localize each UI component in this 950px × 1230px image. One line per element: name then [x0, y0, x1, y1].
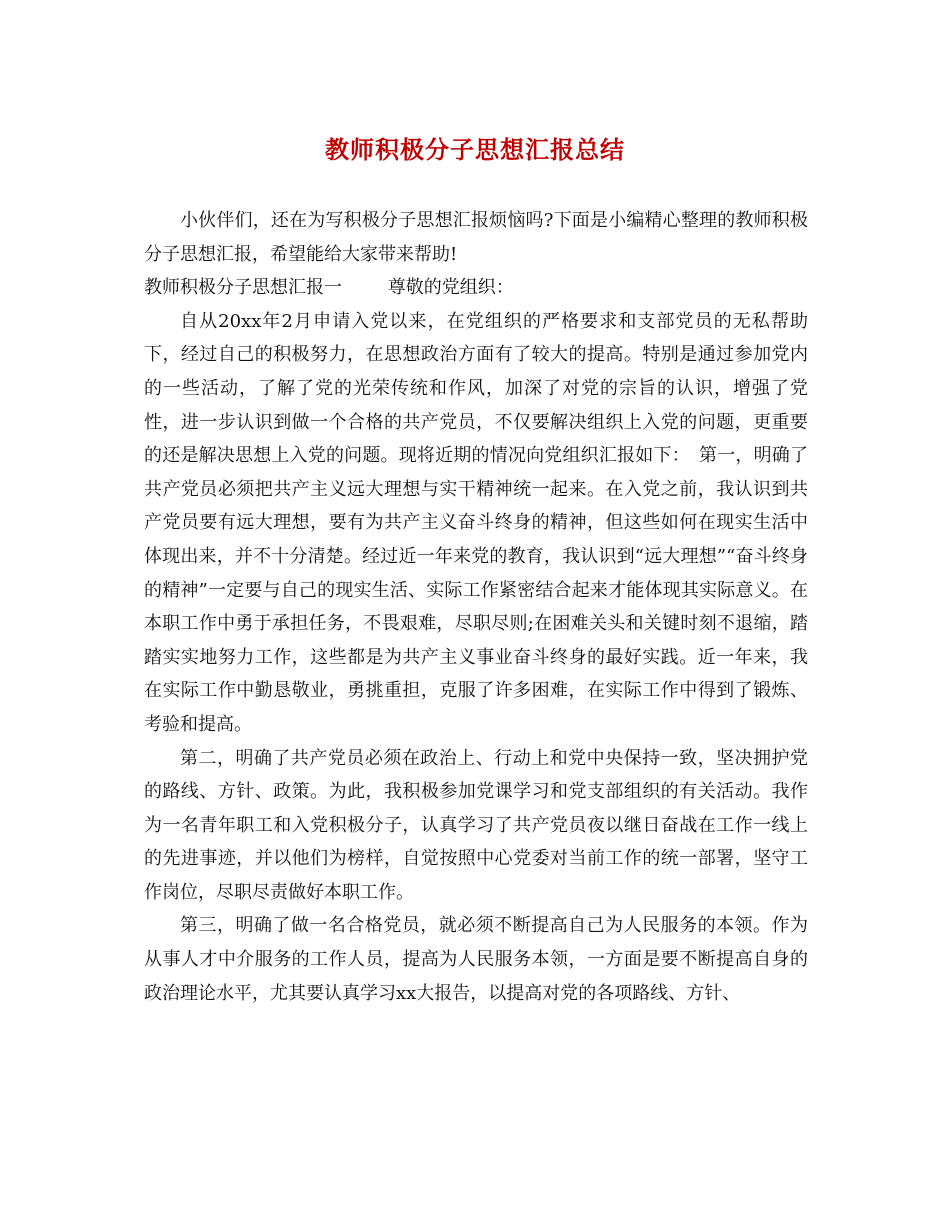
section-heading-line: [144, 271, 808, 305]
body-paragraph-1: 自从20xx年2月申请入党以来，在党组织的严格要求和支部党员的无私帮助下，经过自己的积极努力，在思想政治方面有了较大的提高。特别是通过参加党内的一些活动，了解了党的光荣传统和作风，加深了对党的宗旨的认识，增强了党性，进一步认识到做一个合格的共产党员，不仅要解决组织上入党的问题，更重要的还是解决思想上入党的问题。现将近期的情况向党组织汇报如下： 第一，明确了共产党员必须把共产主义远大理想与实干精神统一起来。在入党之前，我认识到共产党员要有远大理想，要有为共产主义奋斗终身的精神，但这些如何在现实生活中体现出来，并不十分清楚。经过近一年来党的教育，我认识到“远大理想”“奋斗终身的精神”一定要与自己的现实生活、实际工作紧密结合起来才能体现其实际意义。在本职工作中勇于承担任务，不畏艰难，尽职尽则;在困难关头和关键时刻不退缩，踏踏实实地努力工作，这些都是为共产主义事业奋斗终身的最好实践。近一年来，我在实际工作中勤恳敬业，勇挑重担，克服了许多困难，在实际工作中得到了锻炼、考验和提高。: [144, 310, 808, 735]
section-heading: 教师积极分子思想汇报一: [144, 277, 342, 299]
body-paragraph-3: 第三，明确了做一名合格党员，就必须不断提高自己为人民服务的本领。作为从事人才中介服务的工作人员，提高为人民服务本领，一方面是要不断提高自身的政治理论水平，尤其要认真学习xx大报告，以提高对党的各项路线、方针、: [144, 915, 808, 1004]
intro-paragraph: 小伙伴们，还在为写积极分子思想汇报烦恼吗?下面是小编精心整理的教师积极分子思想汇报，希望能给大家带来帮助!: [144, 210, 808, 265]
document-title: 教师积极分子思想汇报总结: [325, 135, 625, 164]
salutation: 尊敬的党组织：: [387, 277, 514, 299]
body-paragraph-2: 第二，明确了共产党员必须在政治上、行动上和党中央保持一致，坚决拥护党的路线、方针、政策。为此，我积极参加党课学习和党支部组织的有关活动。我作为一名青年职工和入党积极分子，认真学习了共产党员夜以继日奋战在工作一线上的先进事迹，并以他们为榜样，自觉按照中心党委对当前工作的统一部署，坚守工作岗位，尽职尽责做好本职工作。: [144, 747, 808, 903]
document-body: [144, 204, 808, 1010]
